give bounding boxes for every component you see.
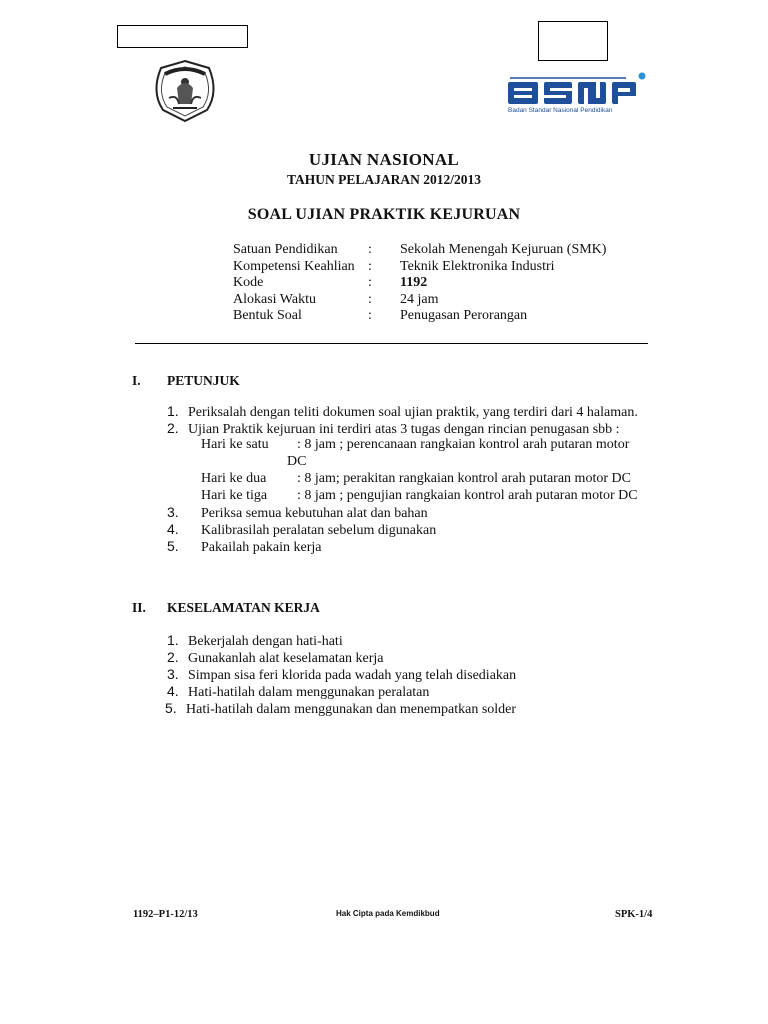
list-item: 2. Gunakanlah alat keselamatan kerja — [167, 649, 384, 666]
list-item: 5. Hati-hatilah dalam menggunakan dan menempatkan solder — [165, 700, 517, 717]
info-value: 1192 — [400, 275, 428, 290]
day-row: Hari ke tiga : 8 jam ; pengujian rangkaian kontrol arah putaran motor DC — [201, 488, 638, 503]
info-row — [233, 275, 653, 292]
info-separator: : — [368, 308, 372, 323]
info-row — [233, 259, 653, 276]
divider-line — [135, 343, 648, 344]
info-value: 24 jam — [400, 291, 439, 307]
exam-title: UJIAN NASIONAL — [308, 150, 460, 169]
section-title: KESELAMATAN KERJA — [167, 600, 320, 615]
info-row — [233, 308, 653, 325]
day-row: DC — [287, 454, 307, 469]
exam-subtitle: SOAL UJIAN PRAKTIK KEJURUAN — [247, 206, 521, 223]
info-separator: : — [368, 242, 372, 257]
info-table — [233, 242, 653, 325]
list-item: 3. Simpan sisa feri klorida pada wadah yang telah disediakan — [167, 666, 517, 683]
info-label: Kode — [233, 275, 264, 290]
section-number: I. — [132, 373, 141, 388]
footer-copyright: Hak Cipta pada Kemdikbud — [336, 909, 440, 918]
footer-code: 1192–P1-12/13 — [133, 909, 198, 920]
info-value: Sekolah Menengah Kejuruan (SMK) — [400, 242, 607, 257]
list-item: 4. Hati-hatilah dalam menggunakan peralatan — [167, 683, 430, 700]
list-item: 4. Kalibrasilah peralatan sebelum digunakan — [167, 521, 437, 538]
list-item: 1. Bekerjalah dengan hati-hati — [167, 632, 343, 649]
list-item: 3. Periksa semua kebutuhan alat dan bahan — [167, 504, 428, 521]
info-separator: : — [368, 258, 372, 274]
info-row — [233, 242, 653, 259]
info-separator: : — [368, 291, 372, 307]
bsnp-subtitle: Badan Standar Nasional Pendidikan — [508, 107, 613, 114]
day-row: Hari ke satu : 8 jam ; perencanaan rangkaian kontrol arah putaran motor — [201, 437, 630, 452]
info-value: Penugasan Perorangan — [400, 308, 528, 323]
footer-page: SPK-1/4 — [615, 909, 653, 920]
info-row — [233, 292, 653, 309]
school-year: TAHUN PELAJARAN 2012/2013 — [286, 172, 481, 187]
tut-wuri-handayani-logo — [147, 58, 223, 124]
participant-number-box — [117, 25, 248, 48]
day-row: Hari ke dua : 8 jam; perakitan rangkaian kontrol arah putaran motor DC — [201, 471, 631, 486]
list-item: 2. Ujian Praktik kejuruan ini terdiri atas 3 tugas dengan rincian penugasan sbb : — [167, 420, 620, 437]
bsnp-logo — [506, 70, 651, 118]
info-label: Alokasi Waktu — [233, 291, 316, 307]
section-title: PETUNJUK — [167, 373, 240, 388]
info-separator: : — [368, 275, 372, 290]
list-item: 5. Pakailah pakain kerja — [167, 538, 322, 555]
list-item: 1. Periksalah dengan teliti dokumen soal ujian praktik, yang terdiri dari 4 halaman. — [167, 403, 638, 420]
info-label: Bentuk Soal — [233, 308, 302, 323]
info-label: Kompetensi Keahlian — [233, 258, 355, 274]
info-label: Satuan Pendidikan — [233, 242, 338, 257]
section-number: II. — [132, 600, 146, 615]
info-value: Teknik Elektronika Industri — [400, 258, 555, 274]
page-code-box — [538, 21, 608, 61]
